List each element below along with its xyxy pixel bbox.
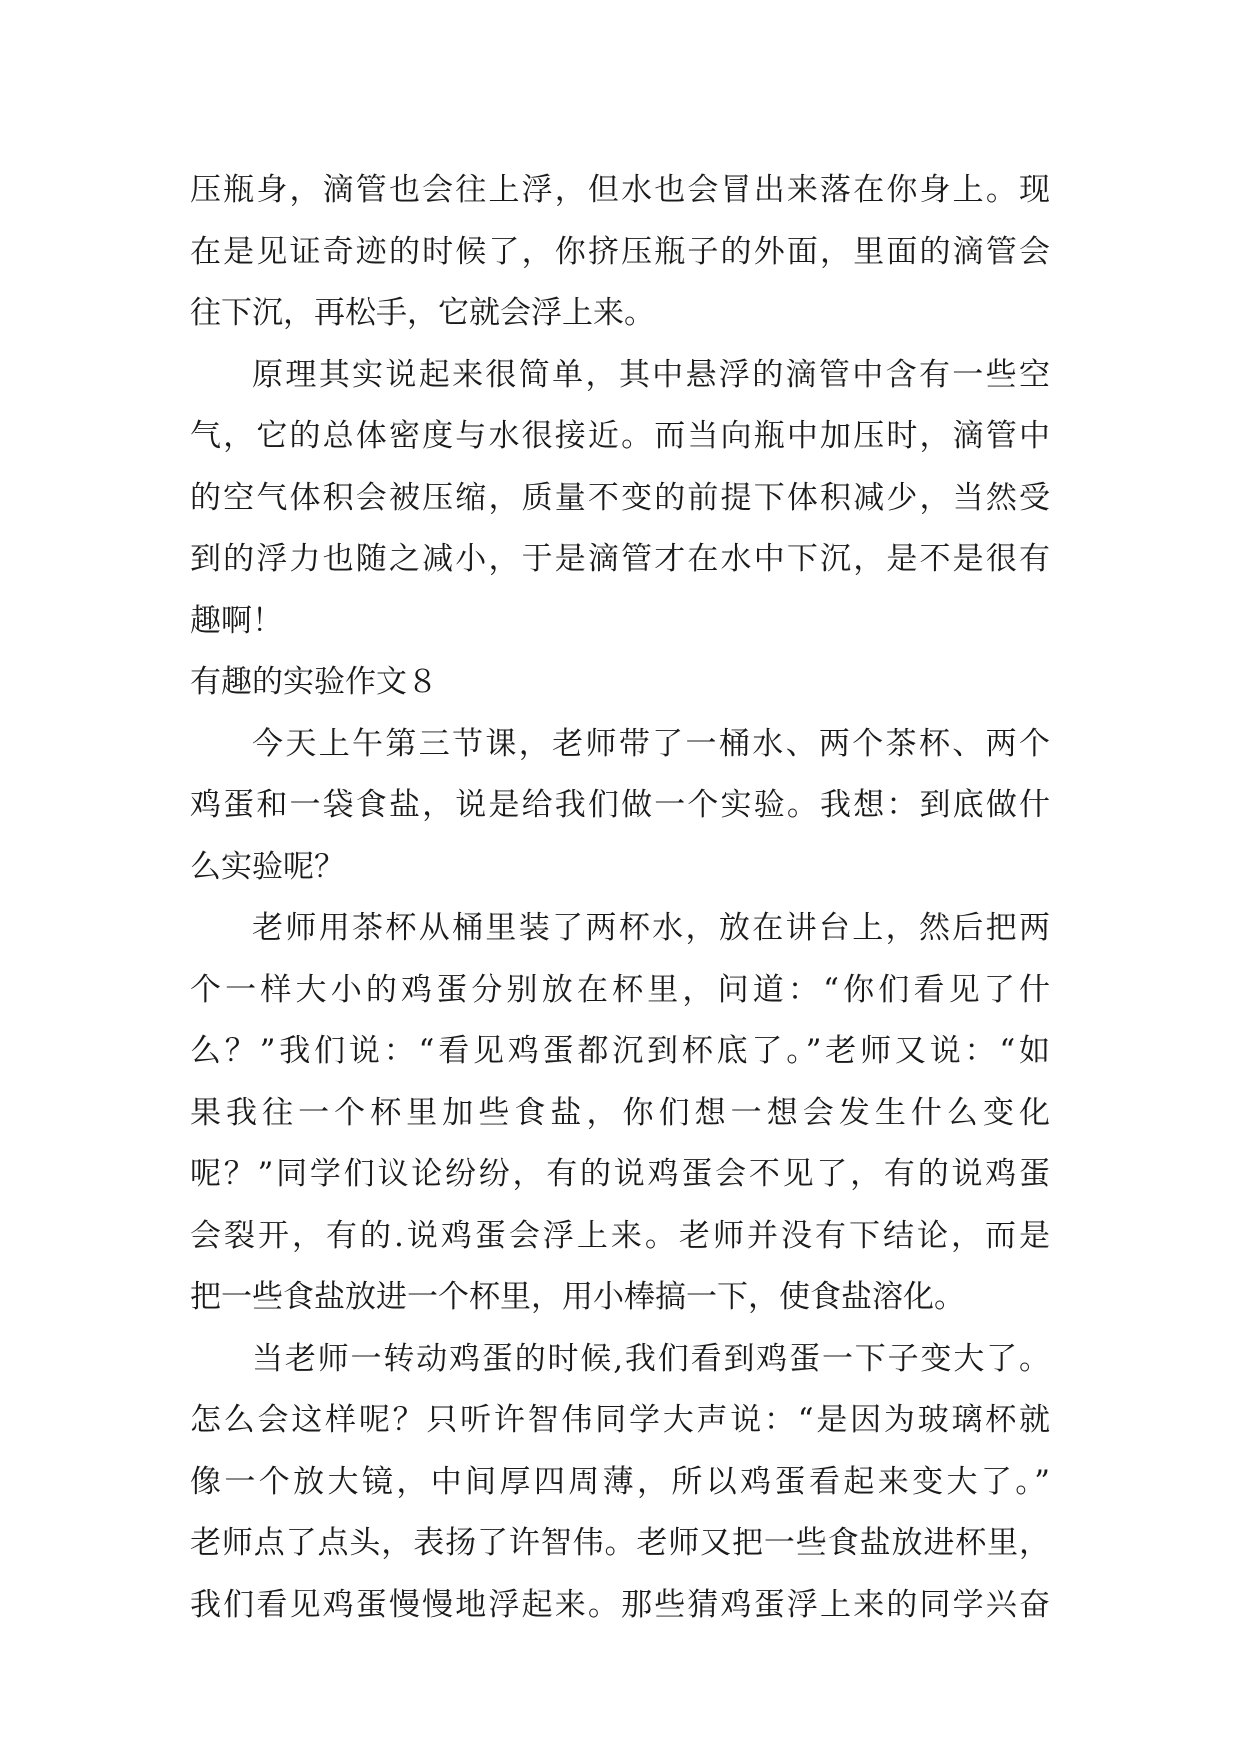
text-line: 么？”我们说：“看见鸡蛋都沉到杯底了。”老师又说：“如: [190, 1033, 1050, 1069]
text-line: 鸡蛋和一袋食盐，说是给我们做一个实验。我想：到底做什: [190, 787, 1050, 823]
document-body: [190, 160, 1050, 1636]
section-heading: 有趣的实验作文８: [190, 664, 438, 700]
text-line: 我们看见鸡蛋慢慢地浮起来。那些猜鸡蛋浮上来的同学兴奋: [190, 1586, 1050, 1623]
text-line: 在是见证奇迹的时候了，你挤压瓶子的外面，里面的滴管会: [190, 233, 1050, 270]
text-line: 怎么会这样呢？只听许智伟同学大声说：“是因为玻璃杯就: [190, 1402, 1050, 1438]
text-line: 会裂开，有的.说鸡蛋会浮上来。老师并没有下结论，而是: [190, 1217, 1050, 1254]
text-line: 往下沉，再松手，它就会浮上来。: [190, 295, 655, 331]
paragraph-first-line: 当老师一转动鸡蛋的时候,我们看到鸡蛋一下子变大了。: [252, 1340, 1050, 1377]
text-line: 果我往一个杯里加些食盐，你们想一想会发生什么变化: [190, 1094, 1050, 1131]
text-line: 气，它的总体密度与水很接近。而当向瓶中加压时，滴管中: [190, 418, 1050, 454]
paragraph-first-line: 今天上午第三节课，老师带了一桶水、两个茶杯、两个: [252, 725, 1050, 762]
text-line: 么实验呢？: [190, 848, 345, 885]
text-line: 把一些食盐放进一个杯里，用小棒搞一下，使食盐溶化。: [190, 1279, 965, 1315]
text-line: 老师点了点头，表扬了许智伟。老师又把一些食盐放进杯里，: [190, 1525, 1050, 1561]
text-line: 个一样大小的鸡蛋分别放在杯里，问道：“你们看见了什: [190, 971, 1050, 1008]
text-line: 呢？”同学们议论纷纷，有的说鸡蛋会不见了，有的说鸡蛋: [190, 1156, 1050, 1192]
text-line: 像一个放大镜，中间厚四周薄，所以鸡蛋看起来变大了。”: [190, 1463, 1050, 1500]
text-line: 到的浮力也随之减小，于是滴管才在水中下沉，是不是很有: [190, 541, 1050, 577]
text-line: 压瓶身，滴管也会往上浮，但水也会冒出来落在你身上。现: [190, 172, 1050, 208]
text-line: 的空气体积会被压缩，质量不变的前提下体积减少，当然受: [190, 479, 1050, 516]
paragraph-first-line: 原理其实说起来很简单，其中悬浮的滴管中含有一些空: [252, 356, 1050, 393]
paragraph-first-line: 老师用茶杯从桶里装了两杯水，放在讲台上，然后把两: [252, 910, 1050, 946]
text-line: 趣啊！: [190, 602, 283, 639]
